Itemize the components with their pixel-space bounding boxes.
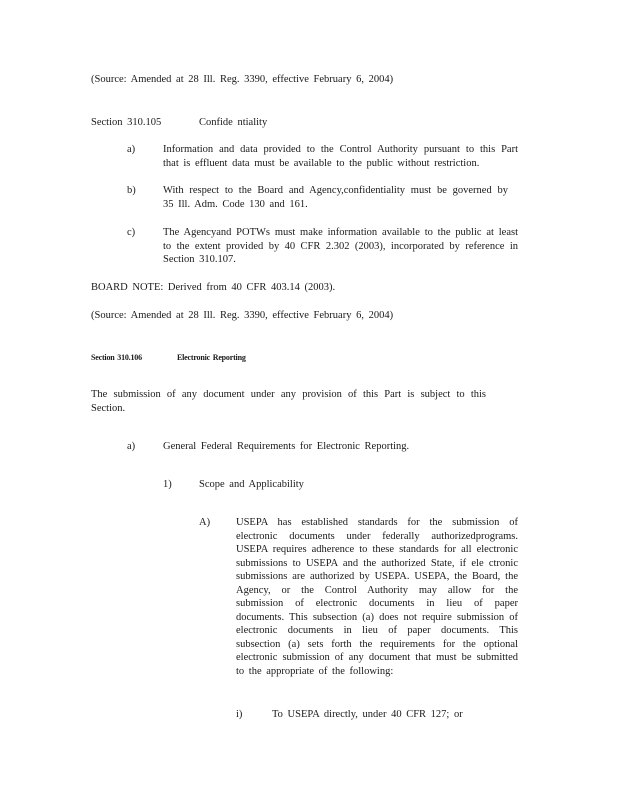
source-note-2: (Source: Amended at 28 Ill. Reg. 3390, effective February 6, 2004) <box>91 310 394 321</box>
subsection-1-heading: Scope and Applicability <box>199 479 304 490</box>
item-a-label: a) <box>127 144 136 155</box>
section-310-105-number: Section 310.105 <box>91 117 162 128</box>
subsection-a-label: a) <box>127 441 136 452</box>
subsection-1-label: 1) <box>163 479 172 490</box>
section-310-106-title: Electronic Reporting <box>177 353 246 362</box>
board-note: BOARD NOTE: Derived from 40 CFR 403.14 (2003). <box>91 282 336 293</box>
section-310-106-intro: The submission of any document under any provision of this Part is subject to this Section. <box>91 389 486 414</box>
subsection-A-label: A) <box>199 517 211 528</box>
subsection-A-text: USEPA has established standards for the submission of electronic documents under federally authorizedprograms. USEPA requires adherence to these standards for all electronic submissions to USEPA and the authorized State, if ele ctronic submissions are authorized by USEPA. USEPA, the Board, the Agency, or the Control Authority may allow for the submission of electronic documents in lieu of paper documents. This subsection (a) does not require submission of electronic documents in lieu of paper documents. This subsection (a) sets forth the requirements for the optional electronic submission of any document that must be submitted to the appropriate of the following: <box>236 517 518 677</box>
subsection-i-text: To USEPA directly, under 40 CFR 127; or <box>272 709 463 720</box>
item-a-text: Information and data provided to the Control Authority pursuant to this Part that is effluent data must be available to the public without restriction. <box>163 144 518 169</box>
section-310-105-title: Confide ntiality <box>199 117 268 128</box>
item-b-label: b) <box>127 185 136 196</box>
item-b-text: With respect to the Board and Agency,confidentiality must be governed by 35 Ill. Adm. Code 130 and 161. <box>163 185 508 210</box>
subsection-i-label: i) <box>236 709 243 720</box>
item-c-label: c) <box>127 227 136 238</box>
subsection-a-heading: General Federal Requirements for Electronic Reporting. <box>163 441 410 452</box>
section-310-106-number: Section 310.106 <box>91 353 142 362</box>
source-note-1: (Source: Amended at 28 Ill. Reg. 3390, effective February 6, 2004) <box>91 74 394 85</box>
item-c-text: The Agencyand POTWs must make information available to the public at least to the extent provided by 40 CFR 2.302 (2003), incorporated by reference in Section 310.107. <box>163 227 518 265</box>
